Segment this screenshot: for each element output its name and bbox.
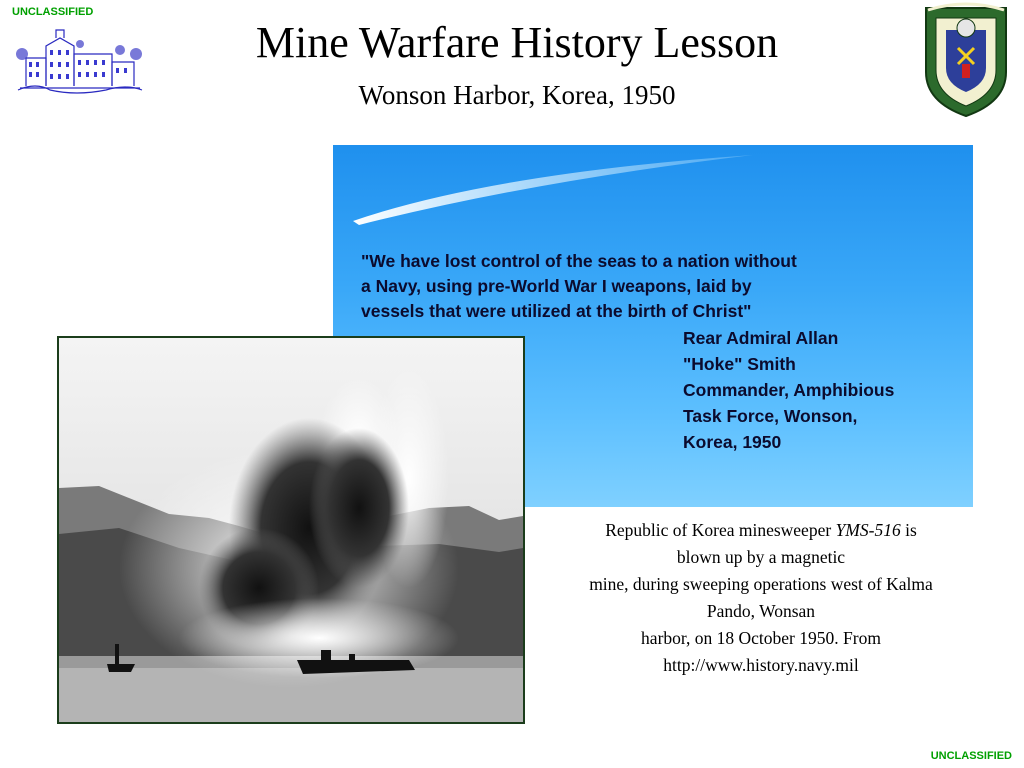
classification-marking-top: UNCLASSIFIED (12, 6, 94, 18)
caption-line (528, 517, 994, 544)
slide-subtitle: Wonson Harbor, Korea, 1950 (358, 80, 676, 110)
classification-marking-bottom: UNCLASSIFIED (930, 750, 1012, 762)
quote-line: vessels that were utilized at the birth of Christ" (361, 301, 752, 321)
caption-text: is (900, 520, 917, 540)
caption-line: harbor, on 18 October 1950. From (641, 628, 881, 648)
quote-attribution (683, 325, 963, 455)
attribution-line: Commander, Amphibious (683, 380, 895, 400)
minesweeper-explosion-photo (57, 336, 525, 724)
slide-title: Mine Warfare History Lesson (255, 18, 779, 67)
quote-line: "We have lost control of the seas to a nation without (361, 251, 797, 271)
caption-source-link[interactable]: http://www.history.navy.mil (663, 655, 859, 675)
quote-line: a Navy, using pre-World War I weapons, laid by (361, 276, 752, 296)
quote-text (361, 249, 961, 324)
photo-caption (528, 517, 994, 679)
attribution-line: Rear Admiral Allan (683, 328, 839, 348)
caption-ship-name: YMS-516 (835, 520, 901, 540)
comet-streak-icon (333, 145, 973, 235)
attribution-line: Task Force, Wonson, (683, 406, 858, 426)
school-building-logo-icon (16, 24, 144, 98)
caption-text: Republic of Korea minesweeper (605, 520, 836, 540)
attribution-line: Korea, 1950 (683, 432, 782, 452)
caption-line: Pando, Wonsan (706, 601, 816, 621)
naval-postgraduate-school-crest-icon (918, 2, 1014, 120)
caption-line: blown up by a magnetic (676, 547, 846, 567)
attribution-line: "Hoke" Smith (683, 354, 796, 374)
caption-line: mine, during sweeping operations west of Kalma (589, 574, 933, 594)
